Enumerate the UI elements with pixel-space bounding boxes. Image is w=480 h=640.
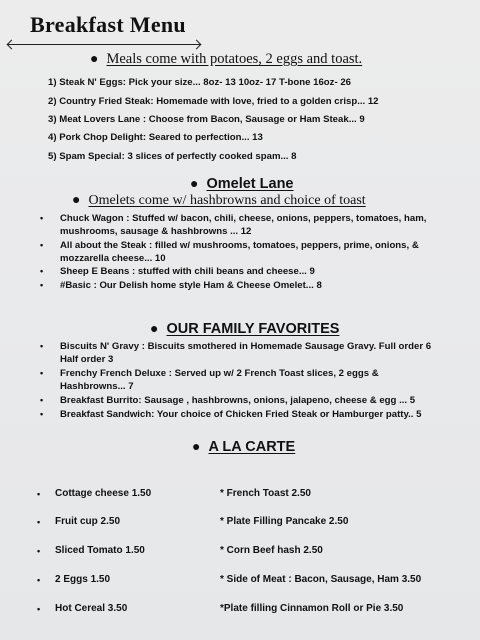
bullet-icon: ● [150, 320, 159, 336]
bullet-icon: • [40, 213, 44, 223]
carte-right-item-1: * French Toast 2.50 [220, 488, 311, 499]
omelet-heading-text: Omelet Lane [206, 176, 294, 192]
carte-left-item-5: Hot Cereal 3.50 [55, 603, 128, 614]
carte-right-item-4: * Side of Meat : Bacon, Sausage, Ham 3.50 [220, 574, 422, 585]
omelet-item-2-line-1: All about the Steak : filled w/ mushrooms, tomatoes, peppers, prime, onions, & [60, 240, 419, 251]
meal-item-4: 4) Pork Chop Delight: Seared to perfection... 13 [48, 132, 263, 143]
carte-left-item-3: Sliced Tomato 1.50 [55, 545, 145, 556]
bullet-icon: • [40, 368, 44, 378]
omelet-item-4: #Basic : Our Delish home style Ham & Cheese Omelet... 8 [60, 280, 322, 291]
bullet-icon: • [37, 604, 41, 614]
carte-right-item-5: *Plate filling Cinnamon Roll or Pie 3.50 [220, 603, 404, 614]
carte-left-item-1: Cottage cheese 1.50 [55, 488, 152, 499]
omelet-heading [190, 175, 294, 192]
bullet-icon: ● [72, 193, 81, 208]
meal-item-3: 3) Meat Lovers Lane : Choose from Bacon, Sausage or Ham Steak... 9 [48, 114, 365, 125]
page-title: Breakfast Menu [30, 12, 186, 37]
omelet-subheading [72, 193, 366, 209]
meals-header [90, 51, 362, 68]
meal-item-5: 5) Spam Special: 3 slices of perfectly cooked spam... 8 [48, 151, 297, 162]
favorite-item-2-line-2: Hashbrowns... 7 [60, 381, 134, 392]
bullet-icon: • [37, 489, 41, 499]
bullet-icon: • [40, 266, 44, 276]
meal-item-2: 2) Country Fried Steak: Homemade with love, fried to a golden crisp... 12 [48, 96, 379, 107]
omelet-item-2-line-2: mozzarella cheese... 10 [60, 253, 166, 264]
bullet-icon: • [40, 240, 44, 250]
carte-heading [192, 438, 295, 455]
bullet-icon: ● [190, 175, 199, 191]
bullet-icon: ● [192, 438, 201, 454]
favorite-item-1-line-1: Biscuits N' Gravy : Biscuits smothered in Homemade Sausage Gravy. Full order 6 [60, 341, 432, 352]
bullet-icon: • [40, 409, 44, 419]
carte-right-item-3: * Corn Beef hash 2.50 [220, 545, 323, 556]
bullet-icon: • [37, 546, 41, 556]
favorites-heading [150, 320, 339, 337]
favorite-item-4: Breakfast Sandwich: Your choice of Chicken Fried Steak or Hamburger patty.. 5 [60, 409, 422, 420]
meal-item-1: 1) Steak N' Eggs: Pick your size... 8oz- 13 10oz- 17 T-bone 16oz- 26 [48, 77, 351, 88]
favorite-item-2-line-1: Frenchy French Deluxe : Served up w/ 2 French Toast slices, 2 eggs & [60, 368, 379, 379]
favorites-heading-text: OUR FAMILY FAVORITES [166, 321, 340, 337]
carte-left-item-2: Fruit cup 2.50 [55, 516, 121, 527]
bullet-icon: • [37, 575, 41, 585]
bullet-icon: • [40, 280, 44, 290]
title-double-arrow-rule [8, 44, 200, 45]
omelet-item-1-line-1: Chuck Wagon : Stuffed w/ bacon, chili, cheese, onions, peppers, tomatoes, ham, [60, 213, 427, 224]
carte-left-item-4: 2 Eggs 1.50 [55, 574, 111, 585]
bullet-icon: ● [90, 52, 99, 67]
carte-heading-text: A LA CARTE [208, 439, 296, 455]
favorite-item-1-line-2: Half order 3 [60, 354, 114, 365]
bullet-icon: • [40, 341, 44, 351]
omelet-item-3: Sheep E Beans : stuffed with chili beans and cheese... 9 [60, 266, 315, 277]
omelet-subheading-text: Omelets come w/ hashbrowns and choice of toast [88, 193, 366, 208]
omelet-item-1-line-2: mushrooms, sausage & hashbrowns ... 12 [60, 226, 252, 237]
bullet-icon: • [40, 395, 44, 405]
meals-header-text: Meals come with potatoes, 2 eggs and toast. [106, 51, 363, 67]
carte-right-item-2: * Plate Filling Pancake 2.50 [220, 516, 349, 527]
favorite-item-3: Breakfast Burrito: Sausage , hashbrowns, onions, jalapeno, cheese & egg ... 5 [60, 395, 416, 406]
bullet-icon: • [37, 517, 41, 527]
